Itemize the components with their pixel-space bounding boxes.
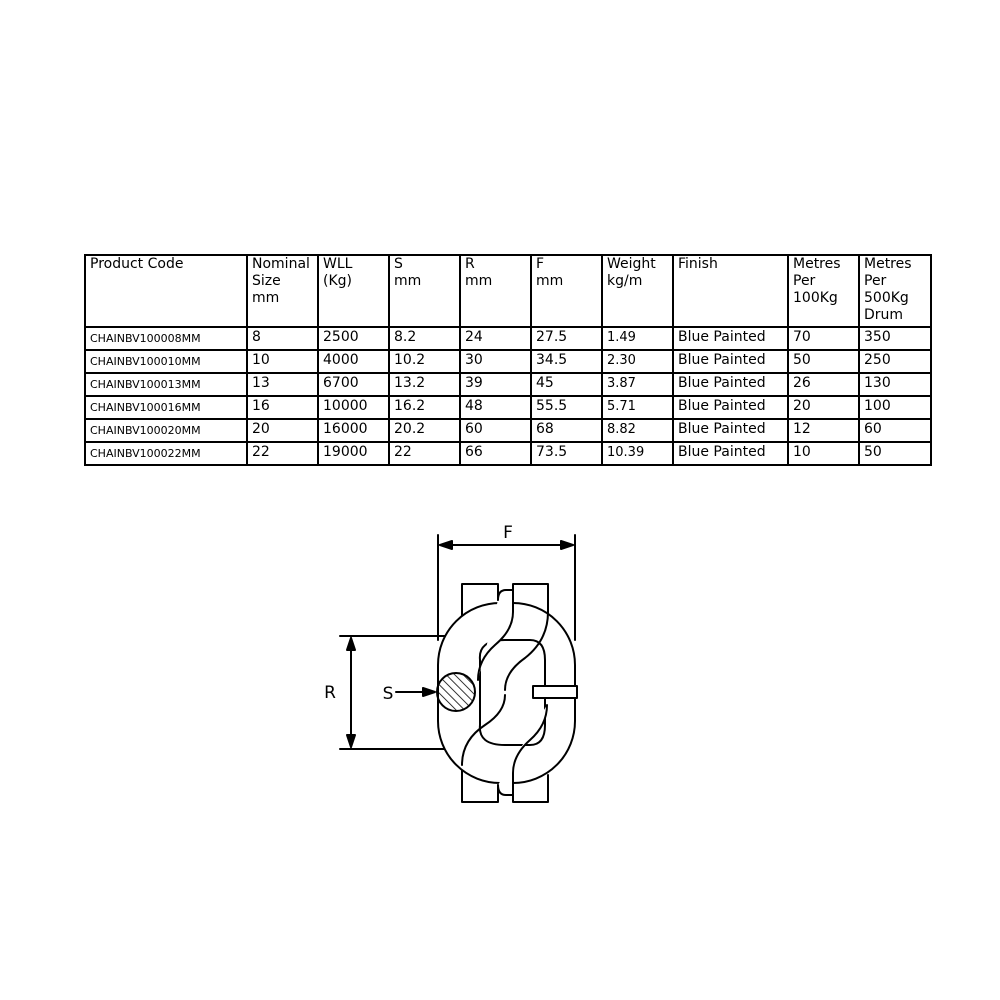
table-cell: Blue Painted xyxy=(673,396,788,419)
table-cell: 16 xyxy=(247,396,318,419)
table-cell: 13.2 xyxy=(389,373,460,396)
product-code-cell: CHAINBV100020MM xyxy=(85,419,247,442)
column-header-line: Per xyxy=(793,273,816,289)
table-cell: 13 xyxy=(247,373,318,396)
column-header-line: mm xyxy=(465,273,493,289)
table-cell: 1.49 xyxy=(602,327,673,350)
table-cell: 10 xyxy=(788,442,859,465)
table-cell: 55.5 xyxy=(531,396,602,419)
table-header xyxy=(85,255,931,327)
table-cell: 39 xyxy=(460,373,531,396)
product-code-cell: CHAINBV100008MM xyxy=(85,327,247,350)
column-header xyxy=(247,255,318,327)
table-row xyxy=(85,396,931,419)
table-cell: 2.30 xyxy=(602,350,673,373)
table-cell: 70 xyxy=(788,327,859,350)
table-cell: 2500 xyxy=(318,327,389,350)
table-row xyxy=(85,327,931,350)
table-cell: 10.2 xyxy=(389,350,460,373)
table-cell: 4000 xyxy=(318,350,389,373)
table-row xyxy=(85,350,931,373)
chain-spec-table xyxy=(84,254,932,466)
column-header-line: F xyxy=(536,256,545,272)
table-cell: 100 xyxy=(859,396,931,419)
column-header-line: Nominal xyxy=(252,256,310,272)
product-code-cell: CHAINBV100022MM xyxy=(85,442,247,465)
table-cell: 16000 xyxy=(318,419,389,442)
column-header-line: Weight xyxy=(607,256,656,272)
wire-cross-section xyxy=(437,673,475,711)
table-cell: 250 xyxy=(859,350,931,373)
table-cell: Blue Painted xyxy=(673,327,788,350)
table-body xyxy=(85,327,931,465)
table-cell: 22 xyxy=(247,442,318,465)
table-row xyxy=(85,442,931,465)
table-cell: 12 xyxy=(788,419,859,442)
table-cell: Blue Painted xyxy=(673,373,788,396)
table-cell: 48 xyxy=(460,396,531,419)
column-header-line: S xyxy=(394,256,403,272)
column-header xyxy=(389,255,460,327)
table-cell: 20 xyxy=(788,396,859,419)
table-cell: 20 xyxy=(247,419,318,442)
table-cell: 19000 xyxy=(318,442,389,465)
table-cell: 24 xyxy=(460,327,531,350)
table-cell: 8.82 xyxy=(602,419,673,442)
column-header-line: kg/m xyxy=(607,273,643,289)
column-header-line: 100Kg xyxy=(793,290,838,306)
product-code-cell: CHAINBV100010MM xyxy=(85,350,247,373)
table-cell: 22 xyxy=(389,442,460,465)
column-header-line: mm xyxy=(394,273,422,289)
column-header xyxy=(318,255,389,327)
column-header-line: R xyxy=(465,256,475,272)
column-header-line: Per xyxy=(864,273,887,289)
table-cell: 45 xyxy=(531,373,602,396)
column-header-line: Finish xyxy=(678,256,718,272)
table-cell: 26 xyxy=(788,373,859,396)
column-header xyxy=(460,255,531,327)
table-cell: 50 xyxy=(859,442,931,465)
table-cell: 68 xyxy=(531,419,602,442)
column-header-line: mm xyxy=(252,290,280,306)
header-row xyxy=(85,255,931,327)
column-header-line: Drum xyxy=(864,307,904,323)
column-header-line: Size xyxy=(252,273,281,289)
table-cell: Blue Painted xyxy=(673,442,788,465)
product-code-cell: CHAINBV100013MM xyxy=(85,373,247,396)
column-header-line: Metres xyxy=(864,256,912,272)
table-cell: Blue Painted xyxy=(673,419,788,442)
column-header-line: mm xyxy=(536,273,564,289)
product-code-cell: CHAINBV100016MM xyxy=(85,396,247,419)
table-cell: Blue Painted xyxy=(673,350,788,373)
table-cell: 50 xyxy=(788,350,859,373)
label-f: F xyxy=(503,523,513,543)
label-s: S xyxy=(382,684,394,704)
column-header xyxy=(859,255,931,327)
table-cell: 30 xyxy=(460,350,531,373)
table-cell: 6700 xyxy=(318,373,389,396)
table-cell: 20.2 xyxy=(389,419,460,442)
table-cell: 8.2 xyxy=(389,327,460,350)
column-header-line: 500Kg xyxy=(864,290,909,306)
table-row xyxy=(85,419,931,442)
column-header-line: (Kg) xyxy=(323,273,352,289)
table-cell: 60 xyxy=(859,419,931,442)
table-cell: 5.71 xyxy=(602,396,673,419)
column-header xyxy=(673,255,788,327)
table-row xyxy=(85,373,931,396)
table-cell: 66 xyxy=(460,442,531,465)
table-cell: 10000 xyxy=(318,396,389,419)
column-header-line: WLL xyxy=(323,256,353,272)
table-cell: 73.5 xyxy=(531,442,602,465)
table-cell: 27.5 xyxy=(531,327,602,350)
column-header-line: Metres xyxy=(793,256,841,272)
column-header xyxy=(788,255,859,327)
table-cell: 130 xyxy=(859,373,931,396)
column-header xyxy=(531,255,602,327)
table-cell: 60 xyxy=(460,419,531,442)
label-r: R xyxy=(324,683,336,703)
table-cell: 3.87 xyxy=(602,373,673,396)
table-cell: 34.5 xyxy=(531,350,602,373)
table-cell: 350 xyxy=(859,327,931,350)
table-cell: 8 xyxy=(247,327,318,350)
column-header xyxy=(85,255,247,327)
table-cell: 16.2 xyxy=(389,396,460,419)
column-header xyxy=(602,255,673,327)
chain-link-diagram xyxy=(300,510,600,820)
table-cell: 10 xyxy=(247,350,318,373)
column-header-line: Product Code xyxy=(90,256,184,272)
table-cell: 10.39 xyxy=(602,442,673,465)
